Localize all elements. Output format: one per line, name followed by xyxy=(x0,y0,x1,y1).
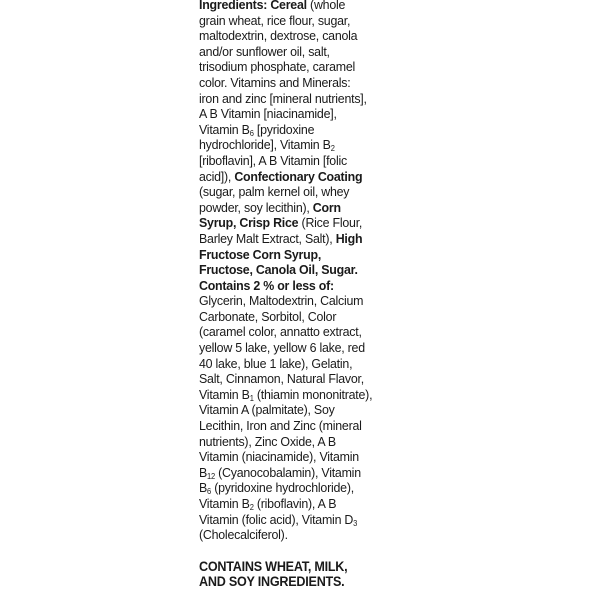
subscript-text: 2 xyxy=(330,144,335,154)
text-segment: yellow 5 lake, yellow 6 lake, red xyxy=(199,340,365,356)
text-segment: (Rice Flour, xyxy=(298,215,363,231)
bold-text: Contains 2 % or less of: xyxy=(199,277,334,293)
ingredient-line xyxy=(199,434,393,450)
text-segment: (riboflavin), A B xyxy=(253,496,337,511)
text-segment: (Cyanocobalamin), Vitamin xyxy=(214,464,361,480)
text-segment: (thiamin mononitrate), xyxy=(253,386,373,402)
text-segment: Vitamin (folic acid), Vitamin D xyxy=(199,511,354,527)
ingredient-line xyxy=(199,59,393,75)
text-segment: (caramel color, annatto extract, xyxy=(199,324,362,340)
ingredients-panel xyxy=(199,0,393,590)
text-segment: Vitamin (niacinamide), Vitamin xyxy=(199,449,359,465)
ingredient-line xyxy=(199,324,393,340)
ingredient-line xyxy=(199,496,393,512)
subscript-text: 12 xyxy=(207,471,215,481)
text-segment: 40 lake, blue 1 lake), Gelatin, xyxy=(199,355,353,371)
text-segment: (whole xyxy=(306,0,346,12)
ingredient-line xyxy=(199,247,393,263)
text-segment: color. Vitamins and Minerals: xyxy=(199,74,351,90)
text-segment: (pyridoxine hydrochloride), xyxy=(210,480,354,496)
text-segment: Glycerin, Maltodextrin, Calcium xyxy=(199,293,364,309)
subscript-text: 6 xyxy=(249,128,254,138)
subscript-text: 6 xyxy=(207,487,211,497)
text-segment: Vitamin B xyxy=(199,386,250,402)
text-segment: acid]), xyxy=(199,168,235,184)
ingredient-line xyxy=(199,13,393,29)
bold-text: Syrup, Crisp Rice xyxy=(199,215,299,231)
text-segment: Vitamin B xyxy=(199,496,250,511)
ingredient-line xyxy=(199,262,393,278)
ingredient-line xyxy=(199,122,393,138)
text-segment: nutrients), Zinc Oxide, A B xyxy=(199,433,336,449)
ingredient-line xyxy=(199,527,393,543)
ingredient-line xyxy=(199,480,393,496)
ingredient-line xyxy=(199,387,393,403)
ingredient-line xyxy=(199,215,393,231)
ingredients-statement xyxy=(199,0,393,543)
bold-text: Ingredients: Cereal xyxy=(199,0,307,12)
text-segment: and/or sunflower oil, salt, xyxy=(199,43,330,59)
ingredient-line xyxy=(199,169,393,185)
ingredient-line xyxy=(199,75,393,91)
text-segment: [pyridoxine xyxy=(253,121,315,137)
ingredient-line xyxy=(199,418,393,434)
text-segment: Lecithin, Iron and Zinc (mineral xyxy=(199,418,362,434)
allergen-line: AND SOY INGREDIENTS. xyxy=(199,574,345,590)
ingredient-line xyxy=(199,449,393,465)
bold-text: High xyxy=(335,230,363,246)
text-segment: [riboflavin], A B Vitamin [folic xyxy=(199,152,347,168)
ingredient-line xyxy=(199,465,393,481)
text-segment: powder, soy lecithin), xyxy=(199,199,313,215)
ingredient-line xyxy=(199,200,393,216)
ingredient-line xyxy=(199,153,393,169)
text-segment: iron and zinc [mineral nutrients], xyxy=(199,90,367,106)
text-segment: A B Vitamin [niacinamide], xyxy=(199,106,337,122)
text-segment: Barley Malt Extract, Salt), xyxy=(199,230,336,246)
text-segment: Vitamin A (palmitate), Soy xyxy=(199,402,335,418)
text-segment: Vitamin B xyxy=(199,121,250,137)
bold-text: Confectionary Coating xyxy=(234,168,363,184)
bold-text: Fructose, Canola Oil, Sugar. xyxy=(199,262,358,278)
ingredient-line xyxy=(199,512,393,528)
ingredient-line xyxy=(199,293,393,309)
subscript-text: 3 xyxy=(353,518,358,528)
text-segment: grain wheat, rice flour, sugar, xyxy=(199,12,351,28)
ingredient-line xyxy=(199,0,393,13)
ingredient-line xyxy=(199,184,393,200)
ingredient-line xyxy=(199,371,393,387)
ingredient-line xyxy=(199,91,393,107)
ingredient-line xyxy=(199,44,393,60)
ingredient-line xyxy=(199,106,393,122)
text-segment: B xyxy=(199,464,208,480)
text-segment: trisodium phosphate, caramel xyxy=(199,59,356,75)
ingredient-line xyxy=(199,309,393,325)
bold-text: Fructose Corn Syrup, xyxy=(199,246,322,262)
ingredient-line xyxy=(199,356,393,372)
text-segment: (Cholecalciferol). xyxy=(199,527,288,543)
ingredient-line xyxy=(199,137,393,153)
ingredient-line xyxy=(199,278,393,294)
text-segment: Carbonate, Sorbitol, Color xyxy=(199,308,337,324)
text-segment: Salt, Cinnamon, Natural Flavor, xyxy=(199,371,364,387)
ingredient-line xyxy=(199,231,393,247)
bold-text: Corn xyxy=(312,199,341,215)
text-segment: maltodextrin, dextrose, canola xyxy=(199,28,358,44)
allergen-line: CONTAINS WHEAT, MILK, xyxy=(199,558,348,574)
subscript-text: 2 xyxy=(249,503,254,512)
ingredient-line xyxy=(199,402,393,418)
ingredient-line xyxy=(199,28,393,44)
ingredient-line xyxy=(199,340,393,356)
subscript-text: 1 xyxy=(249,393,254,403)
text-segment: hydrochloride], Vitamin B xyxy=(199,137,331,153)
allergen-statement xyxy=(199,559,393,590)
text-segment: B xyxy=(199,480,208,496)
text-segment: (sugar, palm kernel oil, whey xyxy=(199,184,350,200)
